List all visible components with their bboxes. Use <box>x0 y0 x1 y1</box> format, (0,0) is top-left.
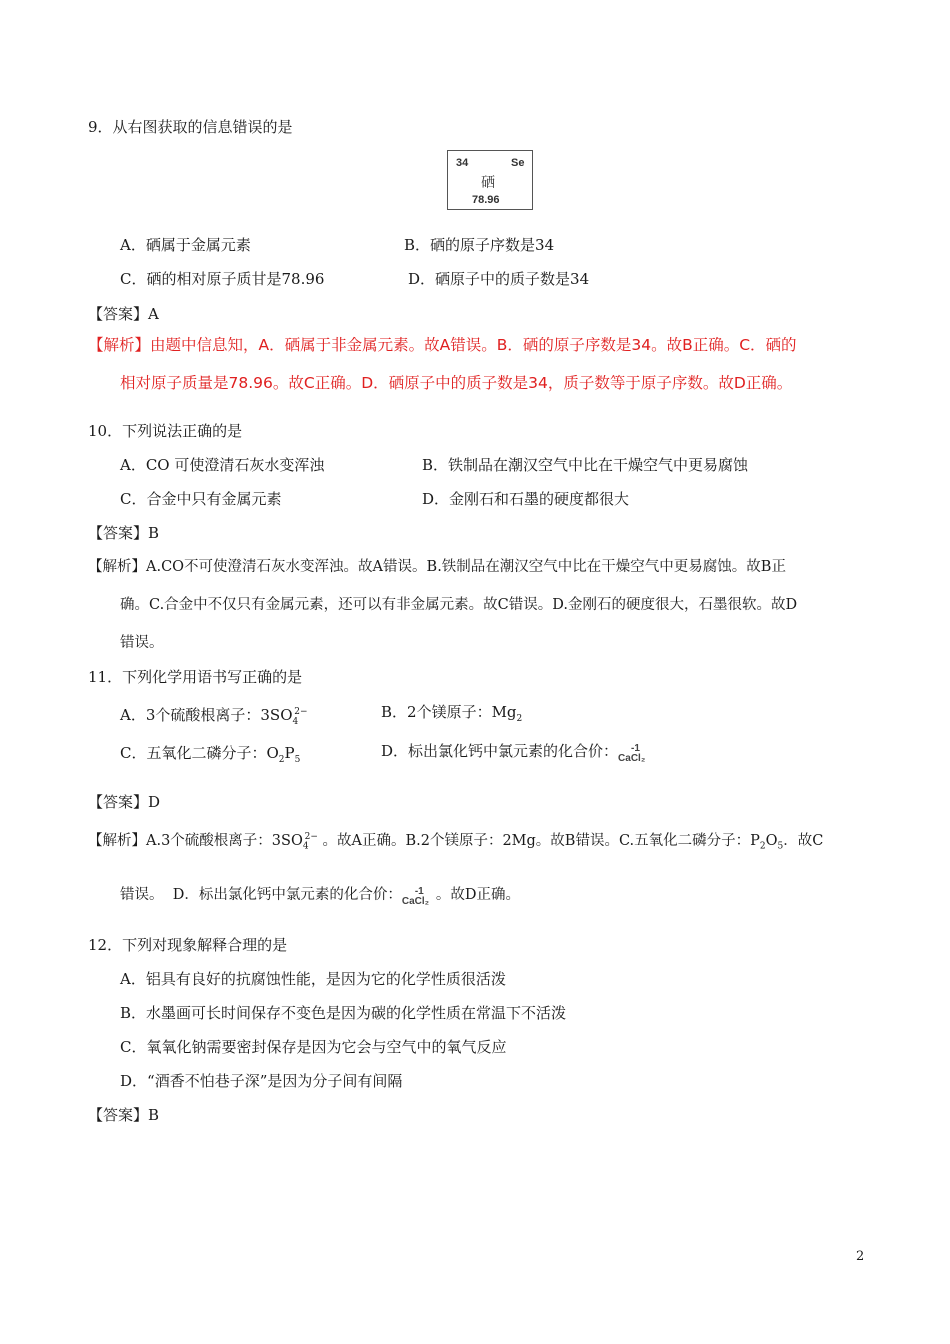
q11-expl2-b: 。故D正确。 <box>435 887 520 903</box>
q10-explanation-line3: 错误。 <box>120 635 164 651</box>
element-name: 硒 <box>481 175 495 191</box>
q12-option-b: B．水墨画可长时间保存不变色是因为碳的化学性质在常温下不活泼 <box>120 1004 567 1022</box>
element-mass: 78.96 <box>472 194 500 206</box>
q12-option-c: C．氧氧化钠需要密封保存是因为它会与空气中的氧气反应 <box>120 1038 507 1056</box>
q9-answer: 【答案】A <box>88 305 159 323</box>
q9-option-d: D．硒原子中的质子数是34 <box>408 270 590 288</box>
page-number: 2 <box>856 1249 865 1264</box>
q9-explanation-line1: 【解析】由题中信息知，A．硒属于非金属元素。故A错误。B．硒的原子序数是34。故B正确。C．硒的 <box>88 336 797 354</box>
element-number: 34 <box>456 157 469 169</box>
q11-option-b <box>381 702 522 729</box>
q11-answer: 【答案】D <box>88 793 161 811</box>
element-symbol: Se <box>511 157 525 169</box>
q11-stem: 11．下列化学用语书写正确的是 <box>88 668 303 686</box>
q12-option-a: A．铝具有良好的抗腐蚀性能，是因为它的化学性质很活泼 <box>120 970 506 988</box>
q11-expl-valence: -1 <box>414 886 424 897</box>
q11-expl1-c: O <box>765 832 778 849</box>
element-card-selenium <box>447 150 533 210</box>
q11-option-b-text: B．2个镁原子：Mg <box>381 703 517 721</box>
q10-stem: 10．下列说法正确的是 <box>88 422 243 440</box>
q11-option-c-mid: P <box>284 744 295 762</box>
q11-option-a-text: A．3个硫酸根离子：3SO <box>120 706 293 724</box>
q11-option-a-sup: 2− <box>294 707 308 717</box>
q11-expl1-sub: 4 <box>302 841 309 852</box>
q11-expl1-b: 。故A正确。B.2个镁原子：2Mg。故B错误。C.五氧化二磷分子：P <box>317 832 760 849</box>
q11-option-c <box>120 743 300 770</box>
q11-valence: -1 <box>631 743 640 754</box>
q11-explanation-line2 <box>120 882 520 908</box>
q11-expl1-d: ．故C <box>783 832 824 849</box>
q9-explanation-line2: 相对原子质量是78.96。故C正确。D．硒原子中的质子数是34，质子数等于原子序数。故D正确。 <box>120 374 793 392</box>
q9-option-a: A．硒属于金属元素 <box>120 236 251 254</box>
q9-option-c: C．硒的相对原子质甘是78.96 <box>120 270 325 288</box>
q10-option-a: A．CO 可使澄清石灰水变浑浊 <box>120 456 325 474</box>
q11-expl-formula: CaCl₂ <box>401 896 430 907</box>
q11-option-a <box>120 702 308 732</box>
q11-option-c-text: C．五氧化二磷分子：O <box>120 744 279 762</box>
q11-expl2-a: 错误。 D．标出氯化钙中氯元素的化合价： <box>120 887 402 903</box>
q11-formula: CaCl₂ <box>618 753 646 764</box>
q10-explanation-line1: 【解析】A.CO不可使澄清石灰水变浑浊。故A错误。B.铁制品在潮汉空气中比在干燥空气中更易腐蚀。故B正 <box>88 559 786 575</box>
q11-expl1-sub2: 2 <box>759 841 766 852</box>
q12-answer: 【答案】B <box>88 1106 160 1124</box>
q12-option-d: D．“酒香不怕巷子深”是因为分子间有间隔 <box>120 1072 403 1090</box>
q11-option-c-sub1: 2 <box>278 755 285 765</box>
q11-option-d <box>381 739 652 765</box>
q10-option-c: C．合金中只有金属元素 <box>120 490 282 508</box>
q11-option-c-sub2: 5 <box>294 755 301 765</box>
q11-option-a-sub: 4 <box>292 717 299 727</box>
q11-option-d-text: D．标出氯化钙中氯元素的化合价： <box>381 742 619 760</box>
q11-expl-valence-formula <box>402 882 436 908</box>
q10-explanation-line2: 确。C.合金中不仅只有金属元素，还可以有非金属元素。故C错误。D.金刚石的硬度很大，石墨很软。故D <box>120 597 798 613</box>
q9-stem: 9．从右图获取的信息错误的是 <box>88 118 293 136</box>
q11-expl1-sub3: 5 <box>777 841 784 852</box>
q11-explanation-line1 <box>88 827 823 857</box>
q11-expl1-sup: 2− <box>304 832 318 842</box>
q12-stem: 12．下列对现象解释合理的是 <box>88 936 288 954</box>
q10-answer: 【答案】B <box>88 524 160 542</box>
q10-option-d: D．金刚石和石墨的硬度都很大 <box>422 490 630 508</box>
q10-option-b: B．铁制品在潮汉空气中比在干燥空气中更易腐蚀 <box>422 456 749 474</box>
q9-option-b: B．硒的原子序数是34 <box>404 236 555 254</box>
q11-expl1-a: 【解析】A.3个硫酸根离子：3SO <box>88 832 303 849</box>
q11-option-b-sub: 2 <box>516 714 523 724</box>
q11-valence-formula <box>618 739 652 765</box>
